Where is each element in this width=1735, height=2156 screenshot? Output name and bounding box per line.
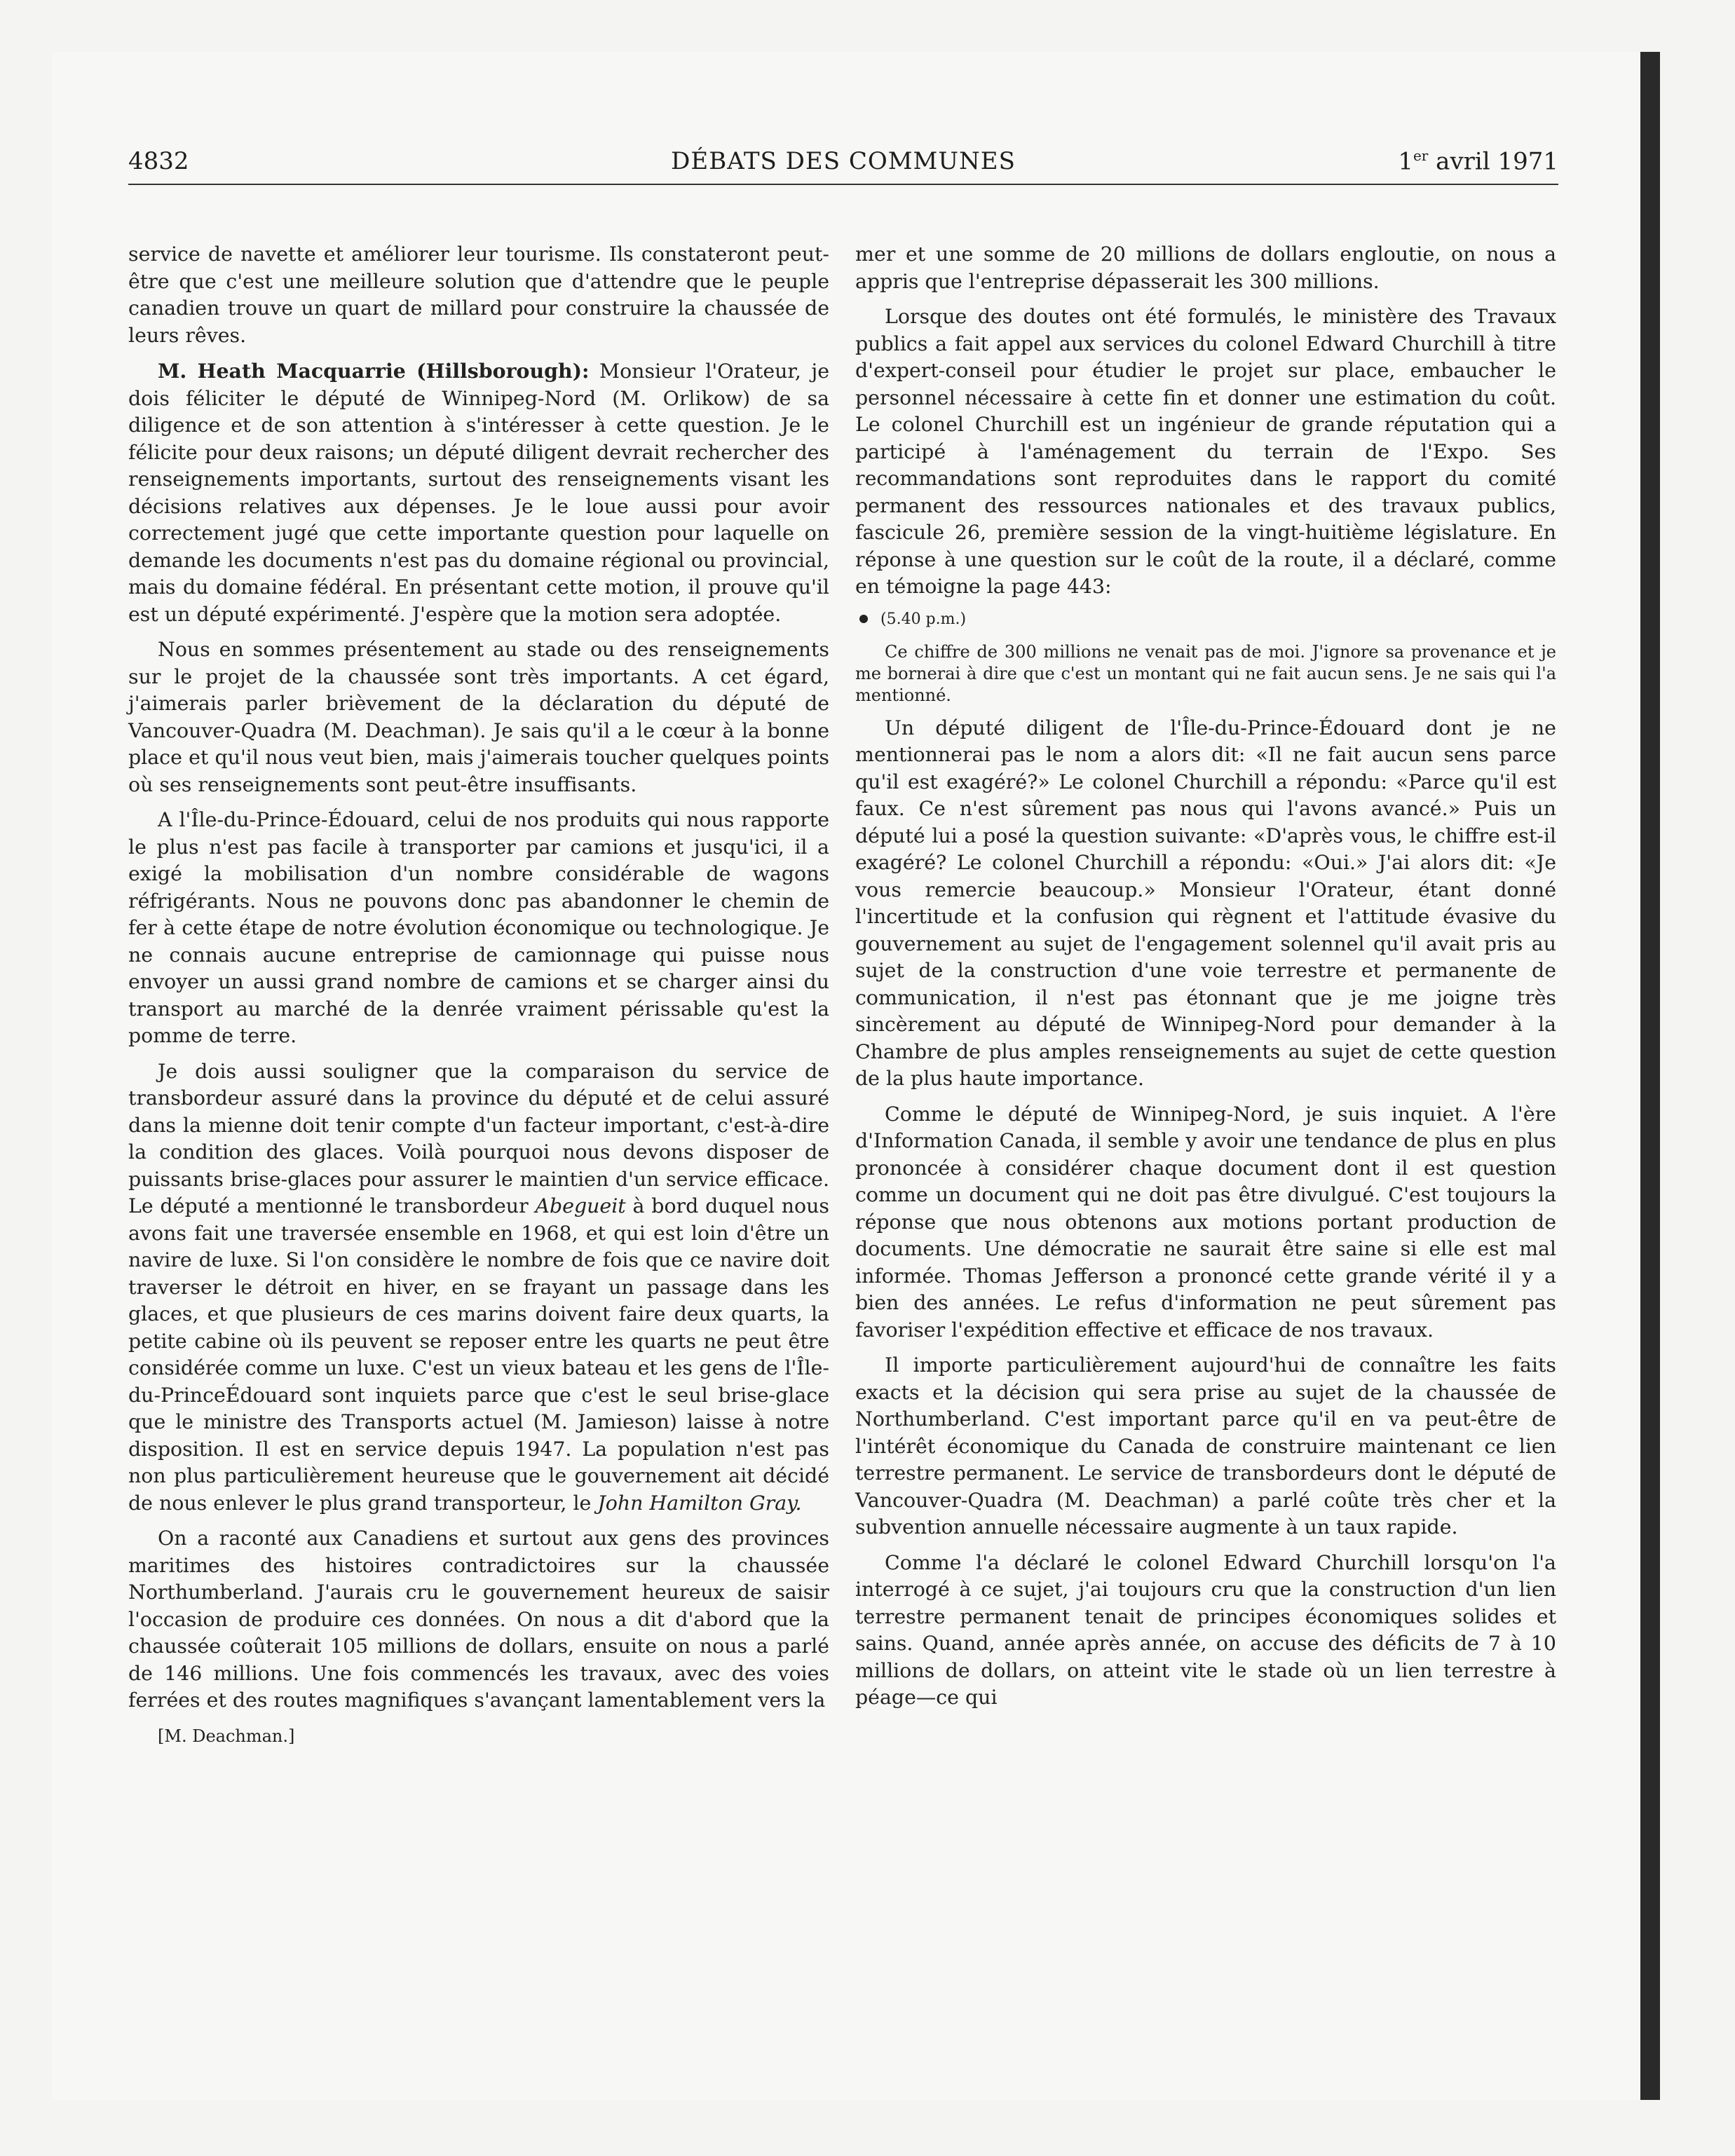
header-rule [128, 184, 1558, 185]
speaker-name: M. Heath Macquarrie (Hillsborough): [158, 359, 590, 383]
paragraph: Il importe particulièrement aujourd'hui de connaître les faits exacts et la décision qui sera prise au sujet de la chaussée de Northumberland. C'est important parce qu'il en va peut-être de l'intérêt économique du Canada de construire maintenant ce lien terrestre permanent. Le service de transbordeurs dont le député de Vancouver-Quadra (M. Deachman) a parlé coûte très cher et la subvention annuelle nécessaire augmente à un taux rapide. [855, 1353, 1556, 1538]
ship-name: John Hamilton Gray. [597, 1491, 802, 1515]
ship-name: Abegueit [535, 1194, 626, 1217]
paragraph: service de navette et améliorer leur tourisme. Ils constateront peut-être que c'est une meilleure solution que d'attendre que le peuple canadien trouve un quart de millard pour construire la chaussée de leurs rêves. [128, 243, 829, 347]
paragraph: Nous en sommes présentement au stade ou des renseignements sur le projet de la chaussée sont très importants. A cet égard, j'aimerais parler brièvement de la déclaration du député de Vancouver-Quadra (M. Deachman). Je sais qu'il a le cœur à la bonne place et qu'il nous veut bien, mais j'aimerais toucher quelques points où ses renseignements sont peut-être insuffisants. [128, 638, 829, 796]
right-column [855, 241, 1556, 1720]
page-number: 4832 [128, 147, 189, 175]
paragraph: Comme le député de Winnipeg-Nord, je suis inquiet. A l'ère d'Information Canada, il semble y avoir une tendance de plus en plus prononcée à considérer chaque document dont il est question comme un document qui ne doit pas être divulgué. C'est toujours la réponse que nous obtenons aux motions portant production de documents. Une démocratie ne saurait être saine si elle est mal informée. Thomas Jefferson a prononcé cette grande vérité il y a bien des années. Le refus d'information ne peut sûrement pas favoriser l'expédition effective et efficace de nos travaux. [855, 1102, 1556, 1342]
scan-edge-bar [1640, 52, 1660, 2100]
paragraph: Comme l'a déclaré le colonel Edward Churchill lorsqu'on l'a interrogé à ce sujet, j'ai toujours cru que la construction d'un lien terrestre permanent tenait de principes économiques solides et sains. Quand, année après année, on accuse des déficits de 7 à 10 millions de dollars, on atteint vite le stade où un lien terrestre à péage—ce qui [855, 1550, 1556, 1709]
paragraph: M. Heath Macquarrie (Hillsborough): Monsieur l'Orateur, je dois féliciter le député de Winnipeg-Nord (M. Orlikow) de sa diligence et de son attention à s'intéresser à cette question. Je le félicite pour deux raisons; un député diligent devrait rechercher des renseignements importants, surtout des renseignements visant les décisions relatives aux dépenses. Je le loue aussi pour avoir correctement jugé que cette importante question pour laquelle on demande les documents n'est pas du domaine régional ou provincial, mais du domaine fédéral. En présentant cette motion, il prouve qu'il est un député expérimenté. J'espère que la motion sera adoptée. [128, 359, 829, 626]
date-superscript: er [1413, 147, 1429, 164]
paragraph: Je dois aussi souligner que la comparaison du service de transbordeur assuré dans la province du député et de celui assuré dans la mienne doit tenir compte d'un facteur important, c'est-à-dire la condition des glaces. Voilà pourquoi nous devons disposer de puissants brise-glaces pour assurer le maintien d'un service efficace. Le député a mentionné le transbordeur Abegueit à bord duquel nous avons fait une traversée ensemble en 1968, et qui est loin d'être un navire de luxe. Si l'on considère le nombre de fois que ce navire doit traverser le détroit en hiver, en se frayant un passage dans les glaces, et que plusieurs de ces marins doivent faire deux quarts, la petite cabine où ils peuvent se reposer entre les quarts ne peut être considérée comme un luxe. C'est un vieux bateau et les gens de l'Île-du-PrinceÉdouard sont inquiets parce que c'est le seul brise-glace que le ministre des Transports actuel (M. Jamieson) laisse à notre disposition. Il est en service depuis 1947. La population n'est pas non plus particulièrement heureuse que le gouvernement ait décidé de nous enlever le plus grand transporteur, le John Hamilton Gray. [128, 1059, 829, 1515]
paragraph: On a raconté aux Canadiens et surtout aux gens des provinces maritimes des histoires contradictoires sur la chaussée Northumberland. J'aurais cru le gouvernement heureux de saisir l'occasion de produire ces données. On nous a dit d'abord que la chaussée coûterait 105 millions de dollars, ensuite on nous a parlé de 146 millions. Une fois commencés les travaux, avec des voies ferrées et des routes magnifiques s'avançant lamentablement vers la [128, 1527, 829, 1712]
page-header [128, 144, 1558, 184]
quotation: Ce chiffre de 300 millions ne venait pas de moi. J'ignore sa provenance et je me bornerai à dire que c'est un montant qui ne fait aucun sens. Je ne sais qui l'a mentionné. [855, 641, 1556, 705]
left-column [128, 241, 829, 1747]
page-date: 1er avril 1971 [1398, 147, 1558, 176]
bullet-icon [859, 615, 868, 623]
paragraph: Lorsque des doutes ont été formulés, le ministère des Travaux publics a fait appel aux services du colonel Edward Churchill à titre d'expert-conseil pour étudier le projet sur place, embaucher le personnel nécessaire à cette fin et donner une estimation du coût. Le colonel Churchill est un ingénieur de grande réputation qui a participé à l'aménagement du terrain de l'Expo. Ses recommandations sont reproduites dans le rapport du comité permanent des ressources nationales et des travaux publics, fascicule 26, première session de la vingt-huitième législature. En réponse à une question sur le coût de la route, il a déclaré, comme en témoigne la page 443: [855, 305, 1556, 598]
paragraph: mer et une somme de 20 millions de dollars engloutie, on nous a appris que l'entreprise dépasserait les 300 millions. [855, 243, 1556, 293]
publication-title: DÉBATS DES COMMUNES [671, 147, 1016, 175]
speaker-footnote: [M. Deachman.] [158, 1726, 295, 1746]
paragraph: Un député diligent de l'Île-du-Prince-Édouard dont je ne mentionnerai pas le nom a alors dit: «Il ne fait aucun sens parce qu'il est exagéré?» Le colonel Churchill a répondu: «Parce qu'il est faux. Ce n'est sûrement pas nous qui l'avons avancé.» Puis un député lui a posé la question suivante: «D'après vous, le chiffre est-il exagéré? Le colonel Churchill a répondu: «Oui.» J'ai alors dit: «Je vous remercie beaucoup.» Monsieur l'Orateur, étant donné l'incertitude et la confusion qui règnent et l'attitude évasive du gouvernement au sujet de l'engagement solennel qu'il avait pris au sujet de la construction d'une voie terrestre et permanente de communication, il n'est pas étonnant que je me joigne très sincèrement au député de Winnipeg-Nord pour demander à la Chambre de plus amples renseignements au sujet de cette question de la plus haute importance. [855, 716, 1556, 1090]
paragraph: A l'Île-du-Prince-Édouard, celui de nos produits qui nous rapporte le plus n'est pas facile à transporter par camions et jusqu'ici, il a exigé la mobilisation d'un nombre considérable de wagons réfrigérants. Nous ne pouvons donc pas abandonner le chemin de fer à cette étape de notre évolution économique ou technologique. Je ne connais aucune entreprise de camionnage qui puisse nous envoyer un aussi grand nombre de camions et se charger ainsi du transport au marché de la denrée vraiment périssable qu'est la pomme de terre. [128, 808, 829, 1047]
timestamp: (5.40 p.m.) [855, 609, 1556, 630]
